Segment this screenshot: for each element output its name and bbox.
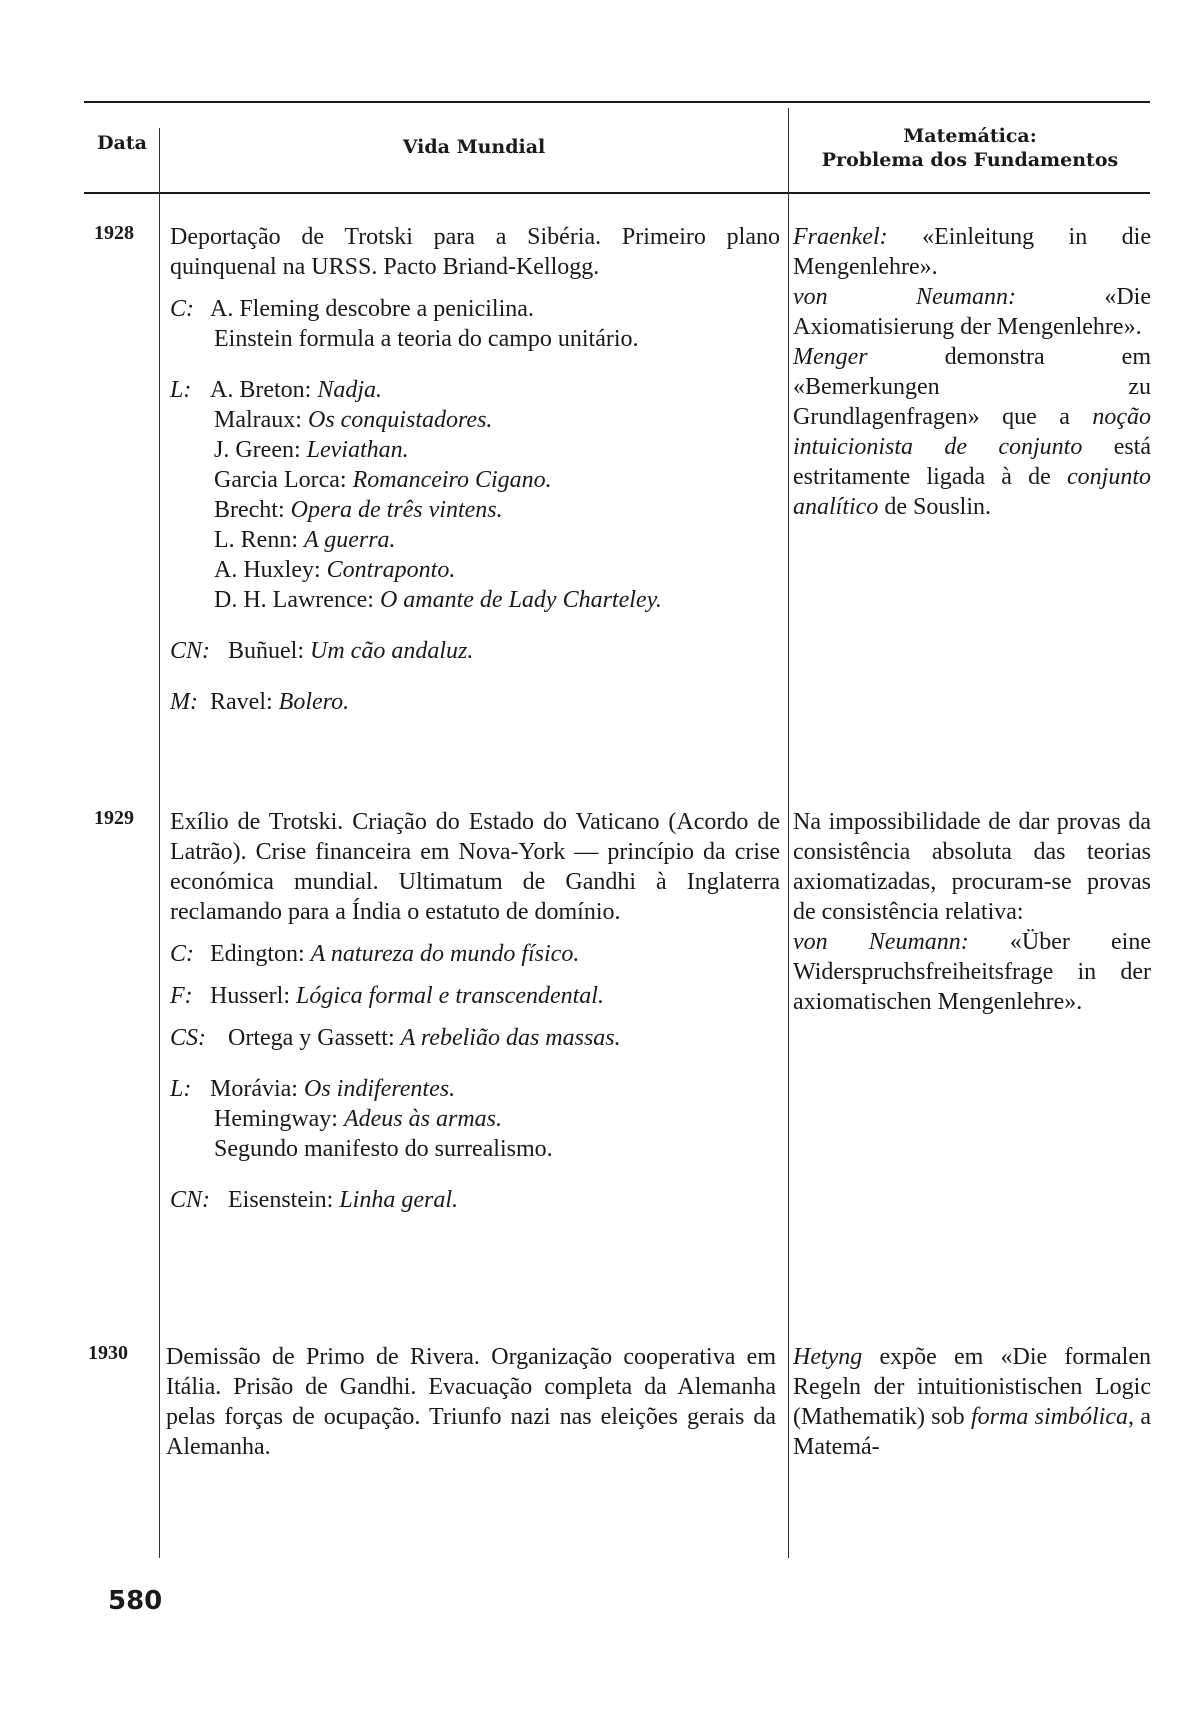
year-1929: 1929 xyxy=(94,807,134,829)
year-1930: 1930 xyxy=(88,1342,128,1364)
entry-1928-music: M: Ravel: Bolero. xyxy=(170,689,350,715)
year-1928: 1928 xyxy=(94,222,134,244)
math-1928: Fraenkel: «Einleitung in die Mengenlehre». von Neumann: «Die Axiomatisierung der Mengenlehre». Menger demonstra em «Bemerkungen zu Grundlagenfragen» que a noção intuicionista de conjunto está estritamente ligada à de conjunto analítico de Souslin. xyxy=(793,224,1152,520)
entry-1928-literature: L: A. Breton: Nadja. Malraux: Os conquistadores. J. Green: Leviathan. Garcia Lorca: Romanceiro Cigano. Brecht: Opera de três vintens. L. Renn: A guerra. A. Huxley: Contraponto. D. H. Lawrence: O amante de Lady Charteley. xyxy=(170,377,662,613)
entry-1929-science: C: Edington: A natureza do mundo físico. xyxy=(170,941,580,967)
world-1929-intro: Exílio de Trotski. Criação do Estado do Vaticano (Acordo de Latrão). Crise financeira em Nova-York — princípio da crise económica mundial. Ultimatum de Gandhi à Inglaterra reclamando para a Índia o estatuto de domínio. xyxy=(170,809,780,925)
world-1930-intro: Demissão de Primo de Rivera. Organização cooperativa em Itália. Prisão de Gandhi. Evacuação completa da Alemanha pelas forças de ocupação. Triunfo nazi nas eleições gerais da Alemanha. xyxy=(166,1344,776,1460)
world-1930 xyxy=(166,1342,776,1462)
world-1929 xyxy=(170,807,780,1215)
header-world-life: Vida Mundial xyxy=(402,136,546,158)
world-1928 xyxy=(170,222,780,717)
date-column-divider xyxy=(159,128,160,1558)
math-column-divider xyxy=(788,108,789,1558)
entry-1929-social: CS: Ortega y Gassett: A rebelião das massas. xyxy=(170,1025,621,1051)
header-date: Data xyxy=(97,132,147,154)
header-math-line2: Problema dos Fundamentos xyxy=(821,149,1119,171)
page-number: 580 xyxy=(108,1586,163,1616)
header-math-line1: Matemática: xyxy=(903,125,1037,147)
top-rule xyxy=(84,101,1150,103)
entry-1928-cinema: CN: Buñuel: Um cão andaluz. xyxy=(170,638,474,664)
entry-1929-literature: L: Morávia: Os indiferentes. Hemingway: Adeus às armas. Segundo manifesto do surrealismo. xyxy=(170,1076,553,1162)
math-1929: Na impossibilidade de dar provas da consistência absoluta das teorias axiomatizadas, procuram-se provas de consistência relativa: von Neumann: «Über eine Widerspruchsfreiheitsfrage in der axiomatischen Mengenlehre». xyxy=(793,809,1152,1015)
header-bottom-rule xyxy=(84,192,1150,194)
world-1928-intro: Deportação de Trotski para a Sibéria. Primeiro plano quinquenal na URSS. Pacto Briand-Kellogg. xyxy=(170,224,780,280)
entry-1929-philosophy: F: Husserl: Lógica formal e transcendental. xyxy=(170,983,604,1009)
entry-1928-science: C: A. Fleming descobre a penicilina. Einstein formula a teoria do campo unitário. xyxy=(170,296,639,352)
entry-1929-cinema: CN: Eisenstein: Linha geral. xyxy=(170,1187,459,1213)
math-1930: Hetyng expõe em «Die formalen Regeln der intuitionistischen Logic (Mathematik) sob forma simbólica, a Matemá- xyxy=(793,1344,1151,1460)
